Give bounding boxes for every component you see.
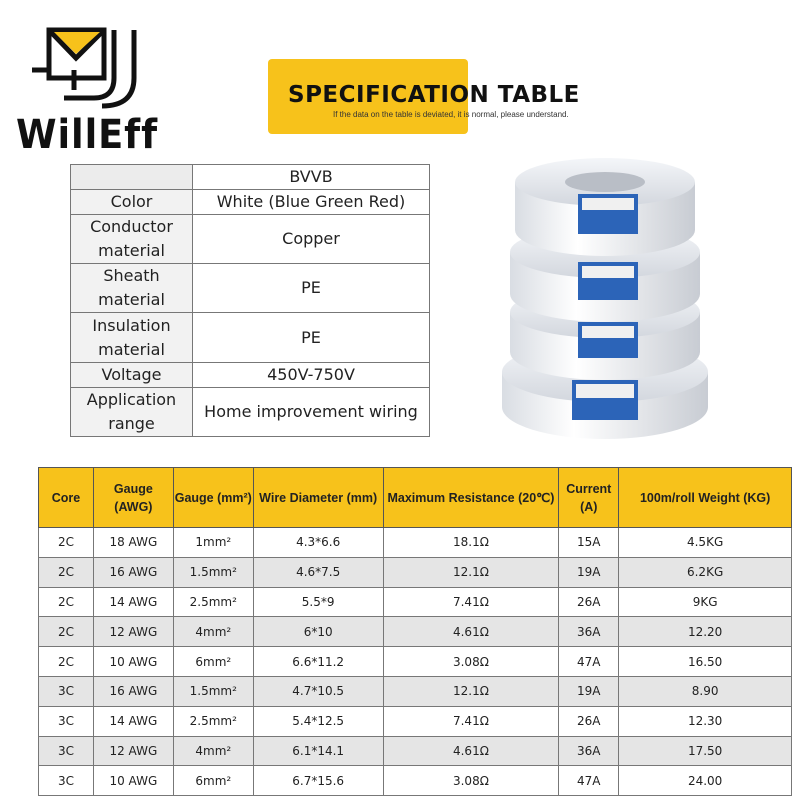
table-cell: 36A bbox=[559, 736, 619, 766]
column-header: Gauge (mm²) bbox=[173, 468, 253, 528]
brand-logo bbox=[14, 18, 174, 158]
table-cell: 3C bbox=[39, 736, 94, 766]
table-row bbox=[39, 736, 792, 766]
table-cell: 5.5*9 bbox=[253, 587, 383, 617]
table-cell: 12.1Ω bbox=[383, 557, 559, 587]
table-cell: 2C bbox=[39, 557, 94, 587]
column-header: Wire Diameter (mm) bbox=[253, 468, 383, 528]
spec-label: Color bbox=[71, 190, 193, 215]
table-cell: 14 AWG bbox=[93, 706, 173, 736]
table-cell: 2.5mm² bbox=[173, 587, 253, 617]
table-cell: 2C bbox=[39, 617, 94, 647]
table-cell: 10 AWG bbox=[93, 647, 173, 677]
table-cell: 7.41Ω bbox=[383, 706, 559, 736]
table-cell: 1.5mm² bbox=[173, 557, 253, 587]
table-row bbox=[39, 617, 792, 647]
table-cell: 12.30 bbox=[619, 706, 792, 736]
table-cell: 17.50 bbox=[619, 736, 792, 766]
column-header: Gauge (AWG) bbox=[93, 468, 173, 528]
table-cell: 12.1Ω bbox=[383, 676, 559, 706]
spec-label: Voltage bbox=[71, 363, 193, 388]
table-cell: 47A bbox=[559, 647, 619, 677]
table-cell: 12 AWG bbox=[93, 736, 173, 766]
spec-value: White (Blue Green Red) bbox=[193, 190, 430, 215]
brand-wordmark: WillEff bbox=[16, 112, 159, 158]
table-cell: 6.7*15.6 bbox=[253, 766, 383, 796]
table-cell: 4.5KG bbox=[619, 528, 792, 558]
table-cell: 15A bbox=[559, 528, 619, 558]
table-cell: 1.5mm² bbox=[173, 676, 253, 706]
spec-label: Application range bbox=[71, 388, 193, 437]
table-cell: 36A bbox=[559, 617, 619, 647]
column-header: Current (A) bbox=[559, 468, 619, 528]
table-row bbox=[39, 706, 792, 736]
spec-value: Copper bbox=[193, 215, 430, 264]
table-cell: 26A bbox=[559, 706, 619, 736]
spec-table bbox=[70, 164, 430, 437]
table-cell: 2C bbox=[39, 528, 94, 558]
spec-value: PE bbox=[193, 264, 430, 313]
table-cell: 6.1*14.1 bbox=[253, 736, 383, 766]
table-cell: 19A bbox=[559, 676, 619, 706]
spec-label: Conductor material bbox=[71, 215, 193, 264]
table-row bbox=[39, 557, 792, 587]
table-cell: 4.61Ω bbox=[383, 736, 559, 766]
table-cell: 14 AWG bbox=[93, 587, 173, 617]
column-header: Maximum Resistance (20℃) bbox=[383, 468, 559, 528]
page-subtitle: If the data on the table is deviated, it is normal, please understand. bbox=[333, 110, 569, 119]
spec-model: BVVB bbox=[193, 165, 430, 190]
spec-value: PE bbox=[193, 313, 430, 363]
table-cell: 2.5mm² bbox=[173, 706, 253, 736]
cable-data-table bbox=[38, 467, 792, 796]
table-row bbox=[39, 528, 792, 558]
table-cell: 24.00 bbox=[619, 766, 792, 796]
table-row bbox=[39, 647, 792, 677]
spec-label: Sheath material bbox=[71, 264, 193, 313]
table-cell: 4.6*7.5 bbox=[253, 557, 383, 587]
table-cell: 6.2KG bbox=[619, 557, 792, 587]
table-cell: 9KG bbox=[619, 587, 792, 617]
table-cell: 4mm² bbox=[173, 736, 253, 766]
table-cell: 3C bbox=[39, 766, 94, 796]
table-cell: 1mm² bbox=[173, 528, 253, 558]
table-cell: 2C bbox=[39, 647, 94, 677]
table-cell: 12 AWG bbox=[93, 617, 173, 647]
table-cell: 3.08Ω bbox=[383, 766, 559, 796]
table-cell: 6mm² bbox=[173, 647, 253, 677]
table-row bbox=[39, 587, 792, 617]
table-cell: 8.90 bbox=[619, 676, 792, 706]
table-cell: 47A bbox=[559, 766, 619, 796]
table-cell: 10 AWG bbox=[93, 766, 173, 796]
table-row bbox=[39, 766, 792, 796]
table-header-row bbox=[39, 468, 792, 528]
table-cell: 7.41Ω bbox=[383, 587, 559, 617]
table-cell: 18.1Ω bbox=[383, 528, 559, 558]
spec-value: 450V-750V bbox=[193, 363, 430, 388]
page-title: SPECIFICATION TABLE bbox=[288, 82, 580, 108]
white-cable-rolls-icon bbox=[480, 152, 730, 452]
table-cell: 19A bbox=[559, 557, 619, 587]
spec-corner-cell bbox=[71, 165, 193, 190]
table-cell: 2C bbox=[39, 587, 94, 617]
table-cell: 3C bbox=[39, 676, 94, 706]
table-cell: 26A bbox=[559, 587, 619, 617]
table-cell: 4mm² bbox=[173, 617, 253, 647]
table-cell: 16 AWG bbox=[93, 557, 173, 587]
column-header: Core bbox=[39, 468, 94, 528]
table-cell: 3.08Ω bbox=[383, 647, 559, 677]
logo-mark-icon bbox=[14, 18, 174, 113]
table-cell: 5.4*12.5 bbox=[253, 706, 383, 736]
product-image bbox=[480, 152, 730, 452]
table-cell: 18 AWG bbox=[93, 528, 173, 558]
table-cell: 6*10 bbox=[253, 617, 383, 647]
table-cell: 6.6*11.2 bbox=[253, 647, 383, 677]
table-cell: 4.7*10.5 bbox=[253, 676, 383, 706]
spec-value: Home improvement wiring bbox=[193, 388, 430, 437]
table-cell: 16 AWG bbox=[93, 676, 173, 706]
table-cell: 12.20 bbox=[619, 617, 792, 647]
table-cell: 4.3*6.6 bbox=[253, 528, 383, 558]
table-cell: 16.50 bbox=[619, 647, 792, 677]
column-header: 100m/roll Weight (KG) bbox=[619, 468, 792, 528]
table-row bbox=[39, 676, 792, 706]
spec-label: Insulation material bbox=[71, 313, 193, 363]
table-cell: 4.61Ω bbox=[383, 617, 559, 647]
table-cell: 3C bbox=[39, 706, 94, 736]
table-cell: 6mm² bbox=[173, 766, 253, 796]
